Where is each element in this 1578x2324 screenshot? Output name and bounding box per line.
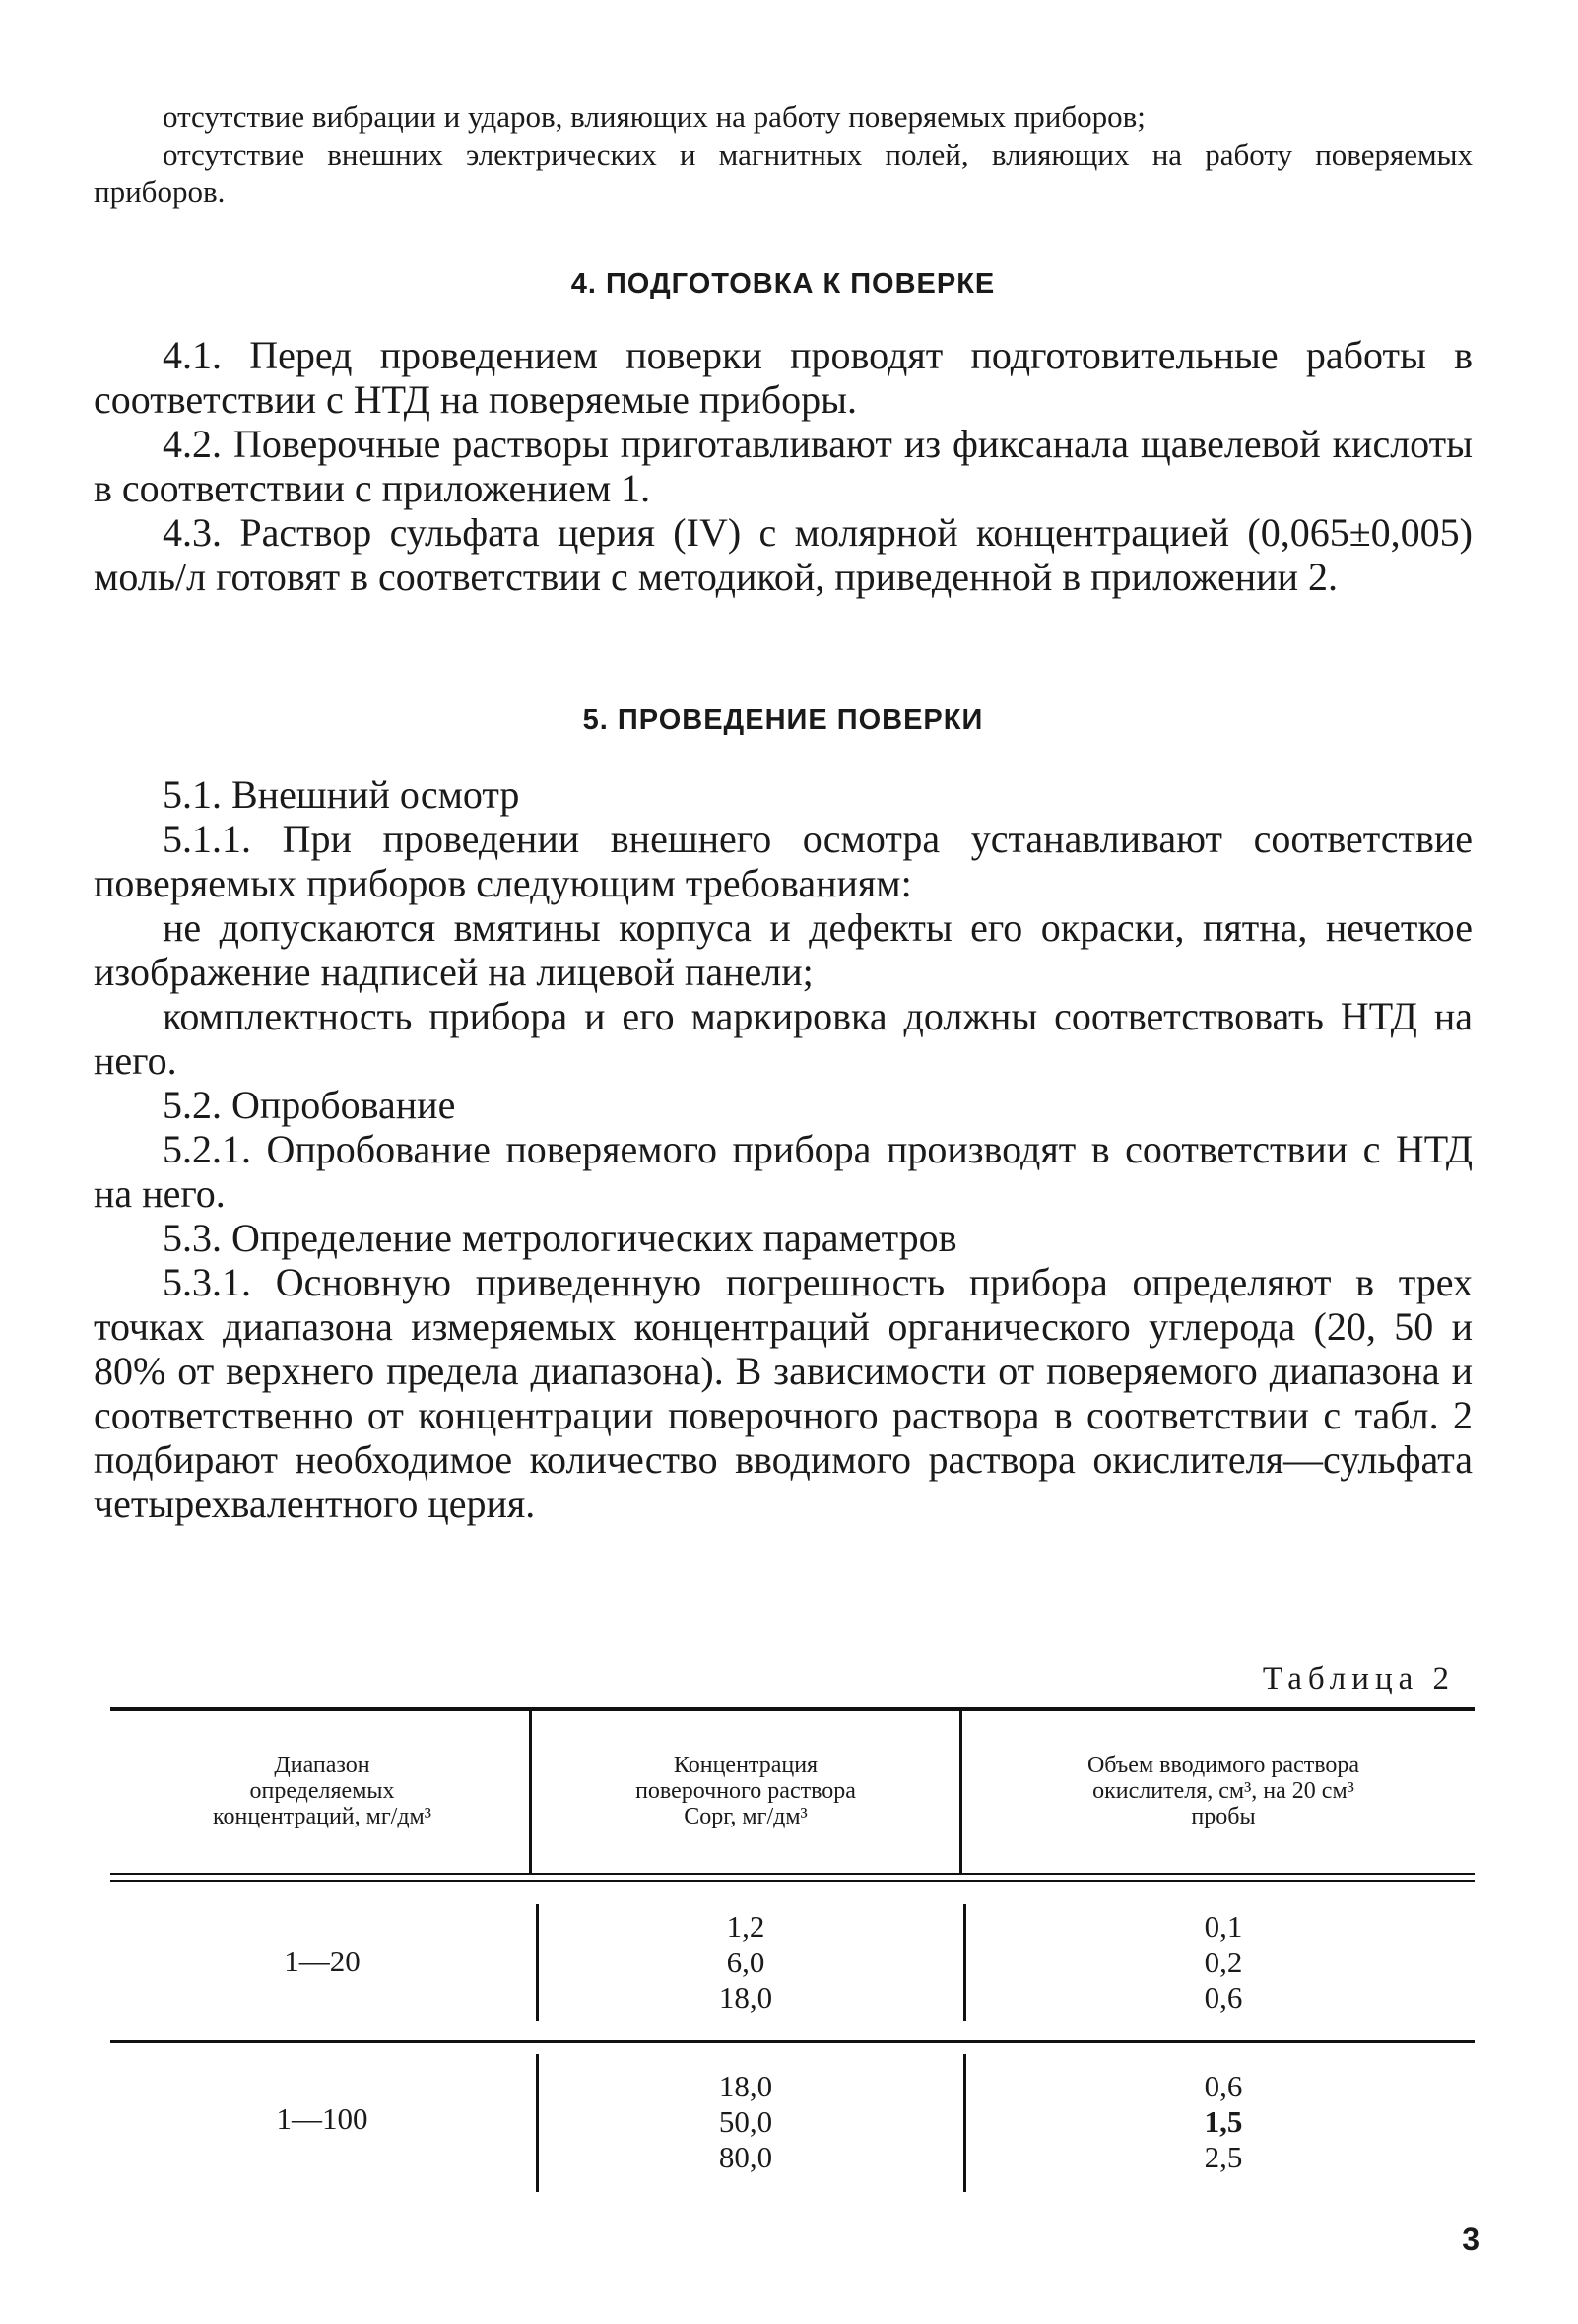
table-header-volume-line-2: окислителя, см³, на 20 см³: [1092, 1778, 1354, 1804]
section4-heading-wrap: [94, 268, 1473, 300]
table-row-2-volumes: [977, 2069, 1470, 2175]
section5-body: [94, 772, 1473, 1526]
section4-heading: 4. ПОДГОТОВКА К ПОВЕРКЕ: [570, 268, 996, 299]
table-top-rule: [110, 1707, 1475, 1711]
section5-heading-wrap: [94, 704, 1473, 737]
table-header-range-line-3: концентраций, мг/дм³: [213, 1804, 431, 1829]
table-cell: 0,6: [1204, 2069, 1243, 2103]
table-cell: 0,2: [1204, 1945, 1243, 1979]
table-row-1-range: 1—20: [284, 1944, 361, 1978]
table-row-2-concentrations: [549, 2069, 943, 2175]
table-cell: 18,0: [718, 1980, 773, 2015]
table-cell: 0,6: [1204, 1980, 1243, 2015]
section5-paragraph-8: 5.3.1. Основную приведенную погрешность прибора определяют в трех точках диапазона измеряемых концентраций органического углерода (20, 50 и 80% от верхнего предела диапазона). В зависимости от поверяемого диапазона и соответственно от концентрации поверочного раствора в соответствии с табл. 2 подбирают необходимое количество вводимого раствора окислителя—сульфата четырехвалентного церия.: [94, 1260, 1473, 1526]
table-header-volume-line-1: Объем вводимого раствора: [1086, 1753, 1360, 1778]
intro-block: [94, 99, 1473, 211]
table-row-1-volumes: [977, 1909, 1470, 2016]
section5-paragraph-7: 5.3. Определение метрологических параметров: [163, 1216, 957, 1260]
table-header-range-line-2: определяемых: [249, 1778, 395, 1804]
table-header-rule-2: [110, 1880, 1475, 1882]
table-cell: 6,0: [726, 1945, 765, 1979]
table-header-volume-line-3: пробы: [1191, 1804, 1256, 1829]
table-cell: 2,5: [1204, 2140, 1243, 2174]
section5-paragraph-3: не допускаются вмятины корпуса и дефекты его окраски, пятна, нечеткое изображение надписей на лицевой панели;: [94, 905, 1473, 994]
table-header-concentration-line-2: поверочного раствора: [635, 1778, 856, 1804]
table-cell: 80,0: [718, 2140, 773, 2174]
table-vrule-1-header: [529, 1707, 532, 1875]
table-header-range-line-1: Диапазон: [274, 1753, 370, 1778]
table-vrule-1-row1: [536, 1904, 539, 2021]
intro-line-2: отсутствие внешних электрических и магнитных полей, влияющих на работу поверяемых приборов.: [94, 137, 1473, 209]
table-vrule-1-row2: [536, 2054, 539, 2192]
table-cell: 1,5: [1204, 2104, 1243, 2139]
intro-line-1: отсутствие вибрации и ударов, влияющих на работу поверяемых приборов;: [163, 100, 1146, 134]
table-row-2-range: 1—100: [276, 2101, 368, 2136]
section5-heading: 5. ПРОВЕДЕНИЕ ПОВЕРКИ: [582, 704, 984, 736]
section5-paragraph-4: комплектность прибора и его маркировка должны соответствовать НТД на него.: [94, 994, 1473, 1083]
section5-paragraph-2: 5.1.1. При проведении внешнего осмотра устанавливают соответствие поверяемых приборов следующим требованиям:: [94, 817, 1473, 905]
table-caption: Таблица 2: [1262, 1661, 1455, 1696]
section5-paragraph-1: 5.1. Внешний осмотр: [163, 772, 520, 817]
table-header-range: [130, 1753, 514, 1829]
table-vrule-2-header: [959, 1707, 962, 1875]
section5-paragraph-6: 5.2.1. Опробование поверяемого прибора производят в соответствии с НТД на него.: [94, 1127, 1473, 1216]
page-number: 3: [1462, 2222, 1479, 2257]
data-table: [110, 1707, 1475, 2205]
section5-paragraph-5: 5.2. Опробование: [163, 1083, 456, 1127]
section4-paragraph-2: 4.2. Поверочные растворы приготавливают из фиксанала щавелевой кислоты в соответствии с приложением 1.: [94, 422, 1473, 510]
table-header-concentration-line-1: Концентрация: [673, 1753, 819, 1778]
table-header-rule-1: [110, 1873, 1475, 1875]
table-cell: 18,0: [718, 2069, 773, 2103]
table-header-concentration: [549, 1753, 943, 1829]
section4-paragraph-3: 4.3. Раствор сульфата церия (IV) с молярной концентрацией (0,065±0,005) моль/л готовят в соответствии с методикой, приведенной в приложении 2.: [94, 510, 1473, 599]
table-row-divider: [110, 2040, 1475, 2043]
table-cell: 1,2: [726, 1909, 765, 1944]
table-header-concentration-line-3: Сорг, мг/дм³: [684, 1804, 808, 1829]
table-cell: 0,1: [1204, 1909, 1243, 1944]
table-header-volume: [977, 1753, 1470, 1829]
section4-paragraph-1: 4.1. Перед проведением поверки проводят подготовительные работы в соответствии с НТД на поверяемые приборы.: [94, 333, 1473, 422]
table-row-1-concentrations: [549, 1909, 943, 2016]
table-cell: 50,0: [718, 2104, 773, 2139]
table-vrule-2-row1: [963, 1904, 966, 2021]
table-vrule-2-row2: [963, 2054, 966, 2192]
section4-body: [94, 333, 1473, 599]
